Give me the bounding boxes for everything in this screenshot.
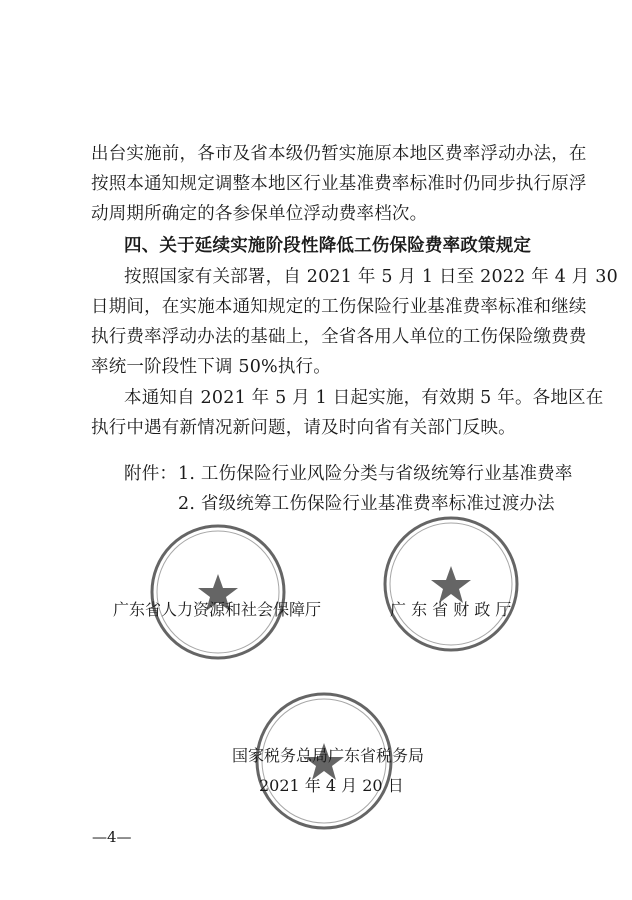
body-line-5: 按照国家有关部署，自 2021 年 5 月 1 日至 2022 年 4 月 30 (124, 267, 618, 287)
hrss-seal-stamp (148, 522, 288, 662)
signer-hrss: 广东省人力资源和社会保障厅 (113, 600, 322, 619)
body-line-8: 率统一阶段性下调 50%执行。 (91, 357, 331, 377)
attachment-item-2: 2. 省级统筹工伤保险行业基准费率标准过渡办法 (178, 494, 555, 514)
signer-finance: 广 东 省 财 政 厅 (390, 600, 512, 619)
section-heading: 四、关于延续实施阶段性降低工伤保险费率政策规定 (124, 236, 532, 256)
attachment-label: 附件： (124, 464, 178, 484)
body-line-7: 执行费率浮动办法的基础上，全省各用人单位的工伤保险缴费费 (91, 327, 587, 347)
body-line-9: 本通知自 2021 年 5 月 1 日起实施，有效期 5 年。各地区在 (124, 388, 604, 408)
page-number: —4— (92, 828, 132, 846)
finance-seal-stamp (381, 514, 521, 654)
body-line-6: 日期间，在实施本通知规定的工伤保险行业基准费率标准和继续 (91, 297, 587, 317)
issue-date: 2021 年 4 月 20 日 (259, 776, 404, 795)
body-line-2: 按照本通知规定调整本地区行业基准费率标准时仍同步执行原浮 (91, 174, 587, 194)
body-line-10: 执行中遇有新情况新问题，请及时向省有关部门反映。 (91, 418, 516, 438)
body-line-3: 动周期所确定的各参保单位浮动费率档次。 (91, 204, 428, 224)
body-line-1: 出台实施前，各市及省本级仍暂实施原本地区费率浮动办法，在 (91, 144, 587, 164)
attachment-item-1: 1. 工伤保险行业风险分类与省级统筹行业基准费率 (178, 464, 573, 484)
signer-tax-bureau: 国家税务总局广东省税务局 (232, 746, 425, 765)
